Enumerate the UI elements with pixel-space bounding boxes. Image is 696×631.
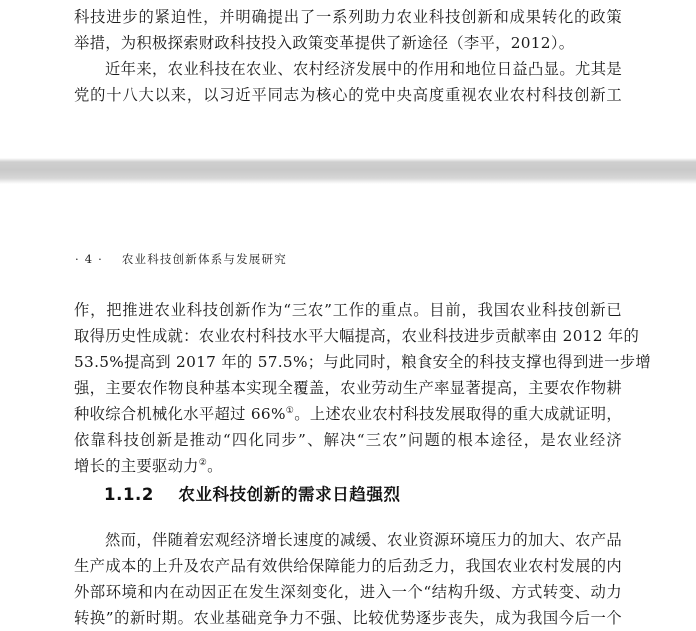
previous-page [0, 0, 696, 158]
text-line: 科技进步的紧迫性，并明确提出了一系列助力农业科技创新和成果转化的政策 [74, 8, 622, 26]
text-line: 强，主要农作物良种基本实现全覆盖，农业劳动生产率显著提高，主要农作物耕 [74, 379, 622, 397]
paragraph-top-continuation [74, 4, 622, 56]
page-number: · 4 · [75, 252, 103, 266]
text-line: 53.5%提高到 2017 年的 57.5%；与此同时，粮食安全的科技支撑也得到进一步增 [74, 353, 651, 371]
text-line: 依靠科技创新是推动“四化同步”、解决“三农”问题的根本途径，是农业经济 [74, 431, 622, 449]
text-fragment: 。上述农业农村科技发展取得的重大成就证明， [294, 405, 622, 423]
text-line: 然而，伴随着宏观经济增长速度的减缓、农业资源环境压力的加大、农产品 [105, 531, 622, 549]
paragraph-2 [74, 527, 622, 631]
footnote-mark-2: ② [198, 458, 208, 468]
footnote-mark-1: ① [285, 406, 295, 416]
text-line: 外部环境和内在动因正在发生深刻变化，进入一个“结构升级、方式转变、动力 [74, 583, 622, 601]
running-header [75, 251, 287, 267]
paragraph-top-second [74, 56, 622, 108]
text-fragment: 。 [207, 457, 223, 475]
text-line: 取得历史性成就：农业农村科技水平大幅提高，农业科技进步贡献率由 2012 年的 [74, 327, 640, 345]
text-line [74, 401, 622, 427]
text-line: 转换”的新时期。农业基础竞争力不强、比较优势逐步丧失，成为我国今后一个 [74, 609, 622, 627]
text-line: 近年来，农业科技在农业、农村经济发展中的作用和地位日益凸显。尤其是 [105, 60, 622, 78]
text-line [74, 453, 622, 479]
book-title: 农业科技创新体系与发展研究 [121, 252, 287, 266]
text-fragment: 增长的主要驱动力 [74, 457, 199, 475]
text-line: 举措，为积极探索财政科技投入政策变革提供了新途径（李平，2012）。 [74, 34, 575, 52]
section-heading [104, 481, 401, 505]
paragraph-1 [74, 297, 651, 479]
section-number: 1.1.2 [104, 485, 154, 504]
section-title: 农业科技创新的需求日趋强烈 [178, 485, 401, 504]
text-line: 党的十八大以来，以习近平同志为核心的党中央高度重视农业农村科技创新工 [74, 86, 622, 104]
text-fragment: 种收综合机械化水平超过 66% [74, 405, 286, 423]
page-separator [0, 158, 696, 184]
text-line: 作，把推进农业科技创新作为“三农”工作的重点。目前，我国农业科技创新已 [74, 301, 622, 319]
text-line: 生产成本的上升及农产品有效供给保障能力的后劲乏力，我国农业农村发展的内 [74, 557, 622, 575]
